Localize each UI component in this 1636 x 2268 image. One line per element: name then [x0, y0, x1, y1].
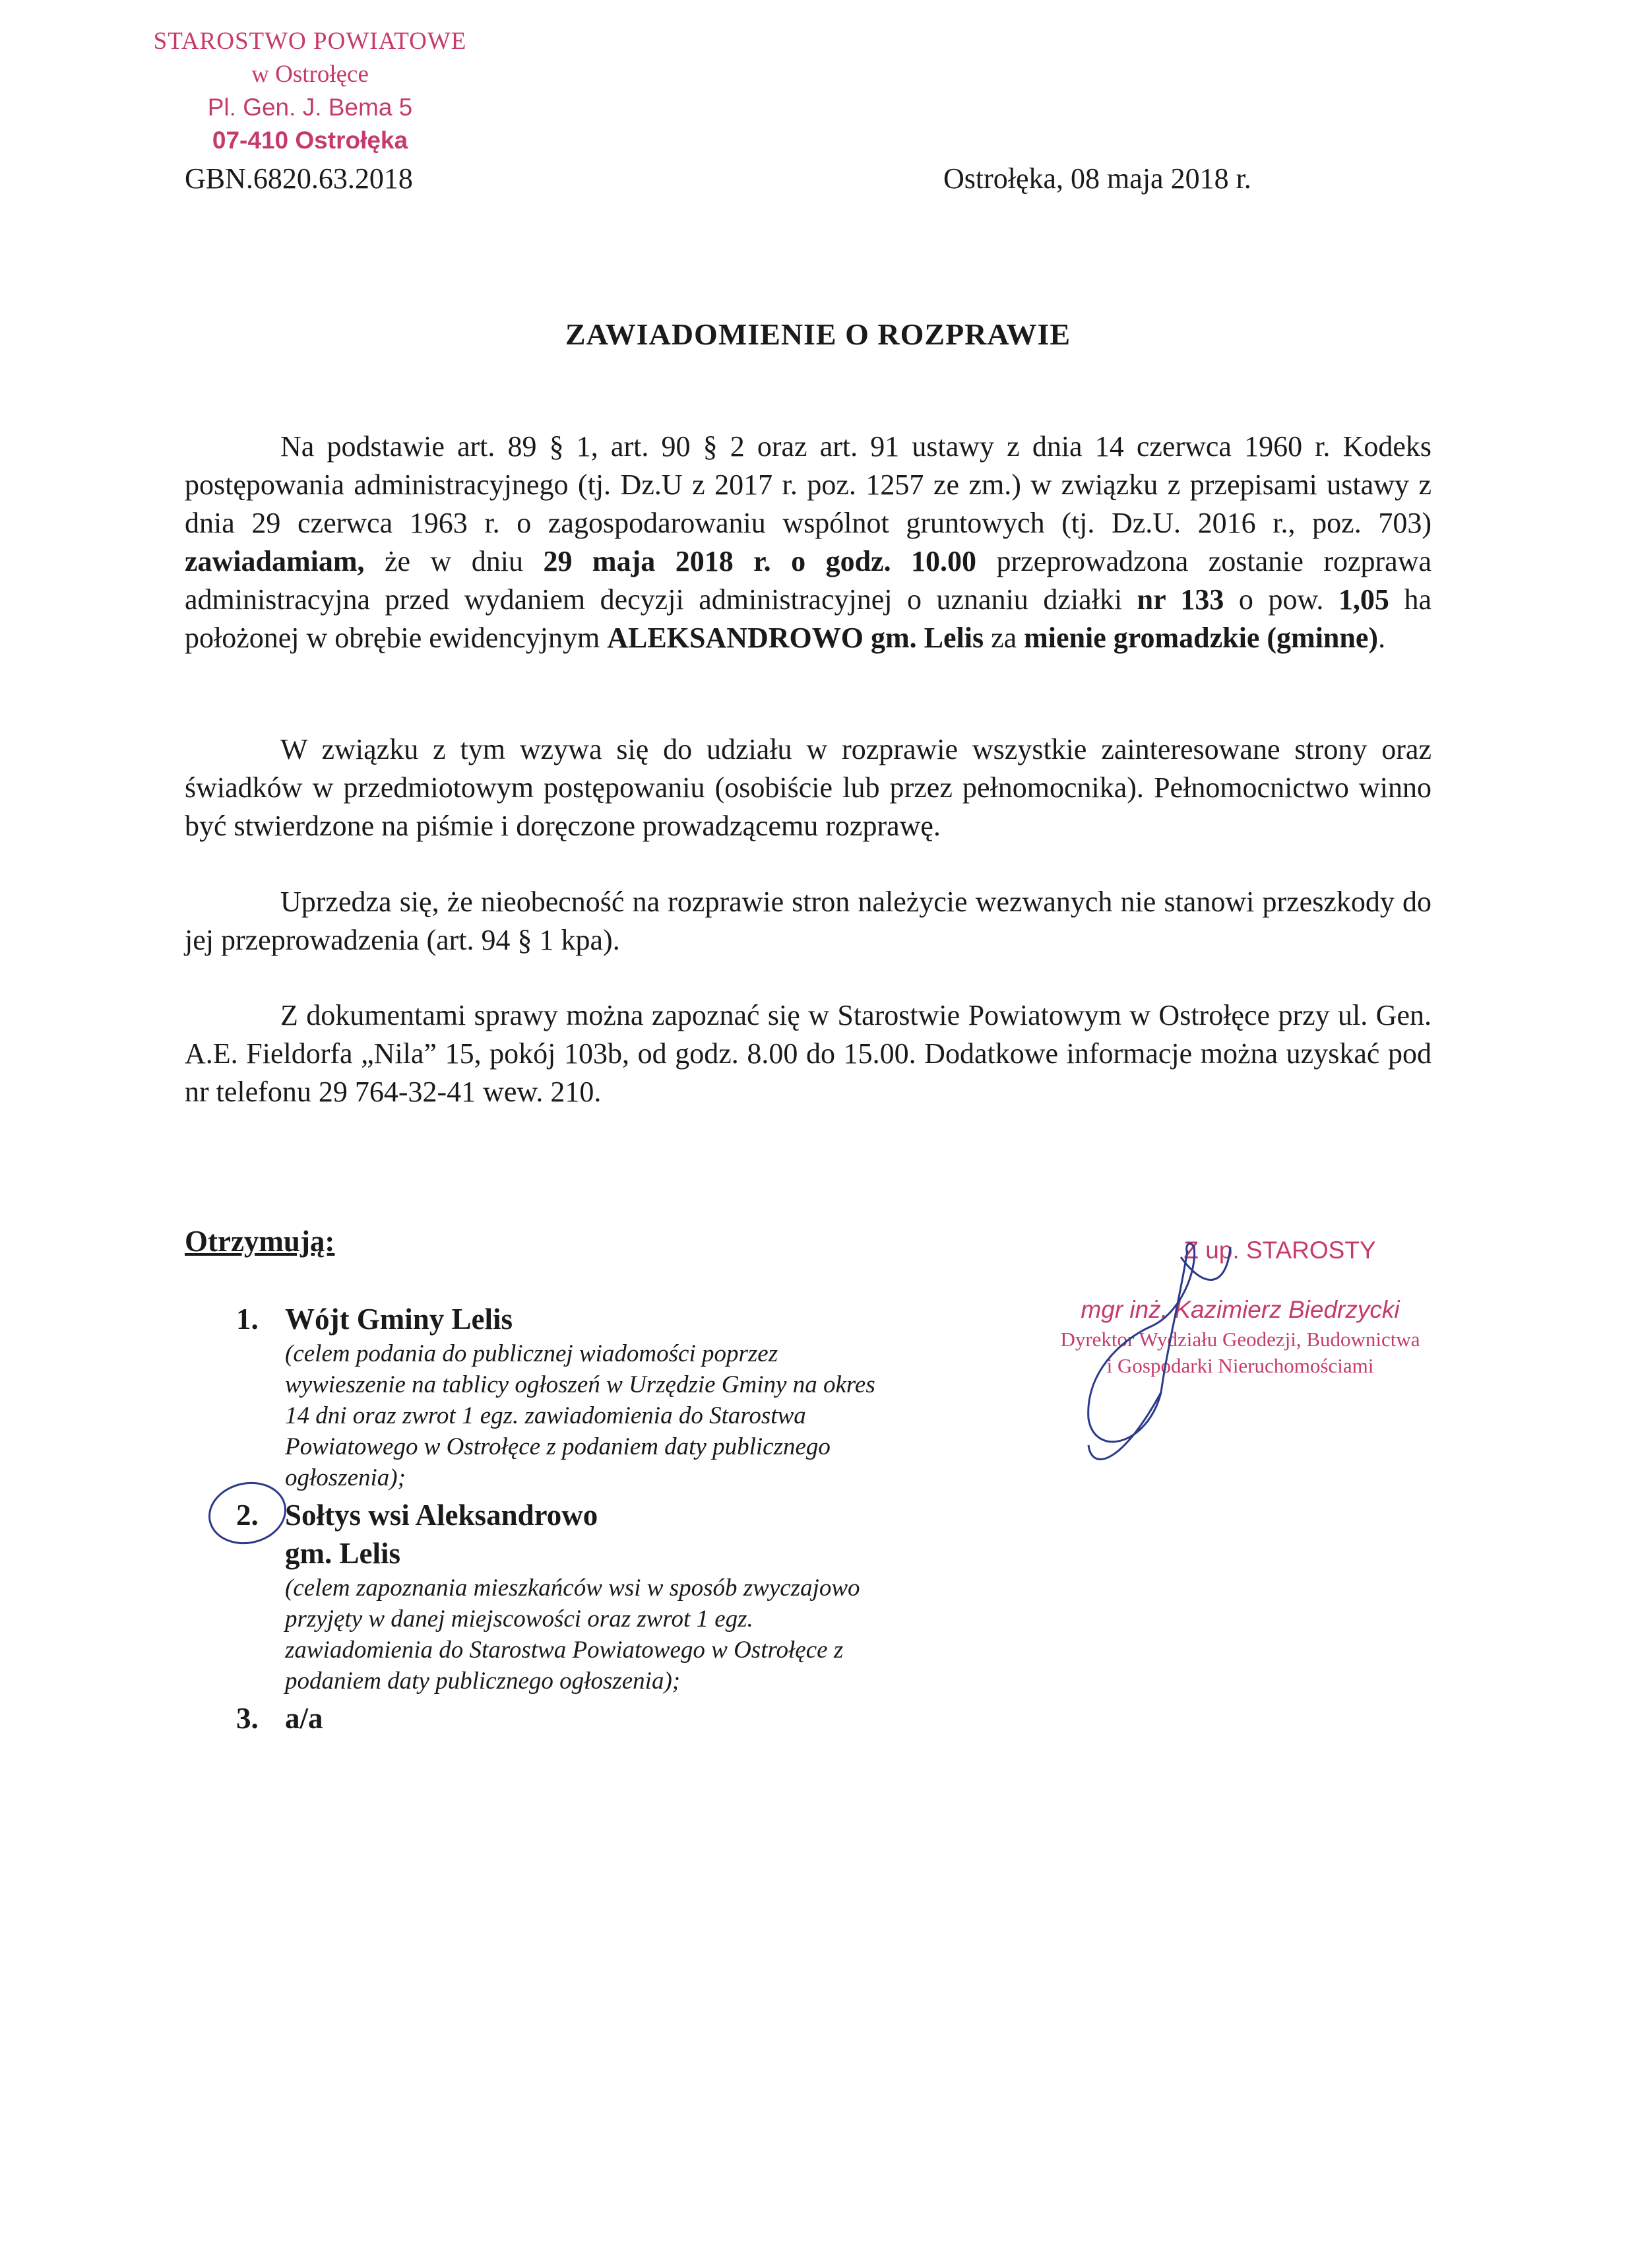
p1-text-d: przeprowadzona zostanie rozprawa administracyjna przed wydaniem decyzji administracyjnej o uznaniu działki: [185, 545, 1432, 616]
signatory-title: Dyrektor Wydziału Geodezji, Budownictwa: [1060, 1328, 1420, 1351]
circle-mark-icon: [204, 1476, 291, 1550]
stamp-line-4: 07-410 Ostrołęka: [212, 127, 408, 154]
p1-text-c: że w dniu: [364, 545, 544, 577]
signatory-name: mgr inż. Kazimierz Biedrzycki: [1081, 1296, 1400, 1323]
recipient-number: 1.: [236, 1303, 259, 1336]
p1-text-f: ha położonej w obrębie ewidencyjnym: [185, 583, 1432, 654]
hearing-date: 29 maja 2018 r. o godz. 10.00: [543, 545, 977, 577]
stamp-line-2: w Ostrołęce: [251, 61, 369, 88]
document-date: Ostrołęka, 08 maja 2018 r.: [943, 162, 1251, 195]
recipient-name-line-2: gm. Lelis: [285, 1537, 400, 1570]
recipients-heading: Otrzymują:: [185, 1225, 335, 1258]
recipient-name: a/a: [285, 1702, 323, 1735]
recipient-name: Wójt Gminy Lelis: [285, 1303, 513, 1336]
p1-text-a: Na podstawie art. 89 § 1, art. 90 § 2 oraz art. 91 ustawy z dnia 14 czerwca 1960 r. Kodeks postępowania administracyjnego (tj. Dz.U z 2017 r. poz. 1257 ze zm.) w związku z przepisami ustawy z dnia 29 czerwca 1963 r. o zagospodarowaniu wspólnot gruntowych (tj. Dz.U. 2016 r., poz. 703): [185, 430, 1432, 539]
plot-area: 1,05: [1338, 583, 1389, 616]
plot-number: nr 133: [1137, 583, 1224, 616]
recipient-number: 2.: [236, 1499, 259, 1532]
stamp-line-3: Pl. Gen. J. Bema 5: [207, 94, 413, 121]
signatory-department: i Gospodarki Nieruchomościami: [1106, 1354, 1374, 1377]
p1-text-e: o pow.: [1224, 583, 1338, 616]
recipient-note: (celem zapoznania mieszkańców wsi w sposób zwyczajowo przyjęty w danej miejscowości oraz zwrot 1 egz. zawiadomienia do Starostwa Powiatowego w Ostrołęce z podaniem daty publicznego ogłoszenia);: [285, 1574, 860, 1695]
plot-location: ALEKSANDROWO gm. Lelis: [607, 622, 984, 654]
p1-notify: zawiadamiam,: [185, 545, 365, 577]
document-title: ZAWIADOMIENIE O ROZPRAWIE: [565, 317, 1071, 351]
handwritten-check-icon: [1181, 1247, 1230, 1280]
p4-text: Z dokumentami sprawy można zapoznać się w Starostwie Powiatowym w Ostrołęce przy ul. Gen. A.E. Fieldorfa „Nila” 15, pokój 103b, od godz. 8.00 do 15.00. Dodatkowe informacje można uzyskać pod nr telefonu 29 764-32-41 wew. 210.: [185, 999, 1432, 1108]
p1-text-g: za: [984, 622, 1024, 654]
handwritten-signature-icon: [1088, 1244, 1195, 1460]
reference-number: GBN.6820.63.2018: [185, 162, 413, 195]
p2-text: W związku z tym wzywa się do udziału w rozprawie wszystkie zainteresowane strony oraz świadków w przedmiotowym postępowaniu (osobiście lub przez pełnomocnika). Pełnomocnictwo winno być stwierdzone na piśmie i doręczone prowadzącemu rozprawę.: [185, 733, 1432, 842]
recipient-number: 3.: [236, 1702, 259, 1735]
p3-text: Uprzedza się, że nieobecność na rozprawie stron należycie wezwanych nie stanowi przeszkody do jej przeprowadzenia (art. 94 § 1 kpa).: [185, 886, 1432, 956]
p1-text-h: .: [1378, 622, 1386, 654]
signature-authority: Z up. STAROSTY: [1183, 1237, 1376, 1264]
property-type: mienie gromadzkie (gminne): [1024, 622, 1379, 654]
recipient-note: (celem podania do publicznej wiadomości poprzez wywieszenie na tablicy ogłoszeń w Urzędzie Gminy na okres 14 dni oraz zwrot 1 egz. zawiadomienia do Starostwa Powiatowego w Ostrołęce z podaniem daty publicznego ogłoszenia);: [285, 1340, 875, 1491]
recipient-name: Sołtys wsi Aleksandrowo: [285, 1499, 598, 1532]
stamp-line-1: STAROSTWO POWIATOWE: [153, 28, 467, 55]
